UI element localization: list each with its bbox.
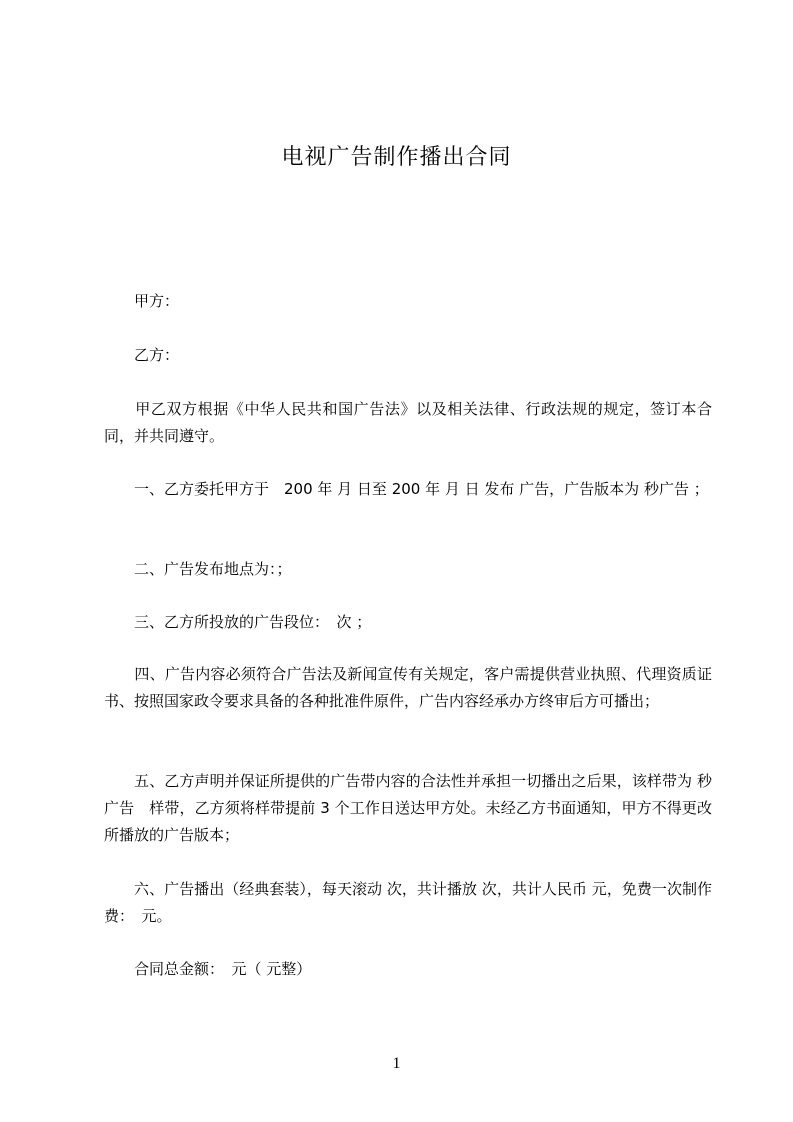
contract-total-line: 合同总金额： 元（ 元整）	[104, 960, 312, 978]
page-number: 1	[392, 1055, 401, 1072]
clause-6: 六、广告播出（经典套装），每天滚动 次，共计播放 次，共计人民币 元，免费一次制作费： 元。	[104, 880, 712, 925]
clause-5: 五、乙方声明并保证所提供的广告带内容的合法性并承担一切播出之后果，该样带为 秒广告 样带，乙方须将样带提前 3 个工作日送达甲方处。未经乙方书面通知，甲方不得更改所播放的广告版本；	[104, 772, 712, 844]
preamble-paragraph: 甲乙双方根据《中华人民共和国广告法》以及相关法律、行政法规的规定，签订本合同，并共同遵守。	[104, 400, 712, 445]
party-a-line: 甲方：	[104, 292, 180, 310]
clause-4: 四、广告内容必须符合广告法及新闻宣传有关规定，客户需提供营业执照、代理资质证书、按照国家政令要求具备的各种批准件原件，广告内容经承办方终审后方可播出；	[104, 665, 712, 710]
clause-2: 二、广告发布地点为：；	[104, 560, 292, 578]
party-b-line: 乙方：	[104, 346, 180, 364]
document-title: 电视广告制作播出合同	[281, 145, 512, 170]
clause-1: 一、乙方委托甲方于 200 年 月 日至 200 年 月 日 发布 广告，广告版本为 秒广告 ；	[104, 480, 709, 498]
clause-3: 三、乙方所投放的广告段位： 次 ；	[104, 613, 372, 631]
